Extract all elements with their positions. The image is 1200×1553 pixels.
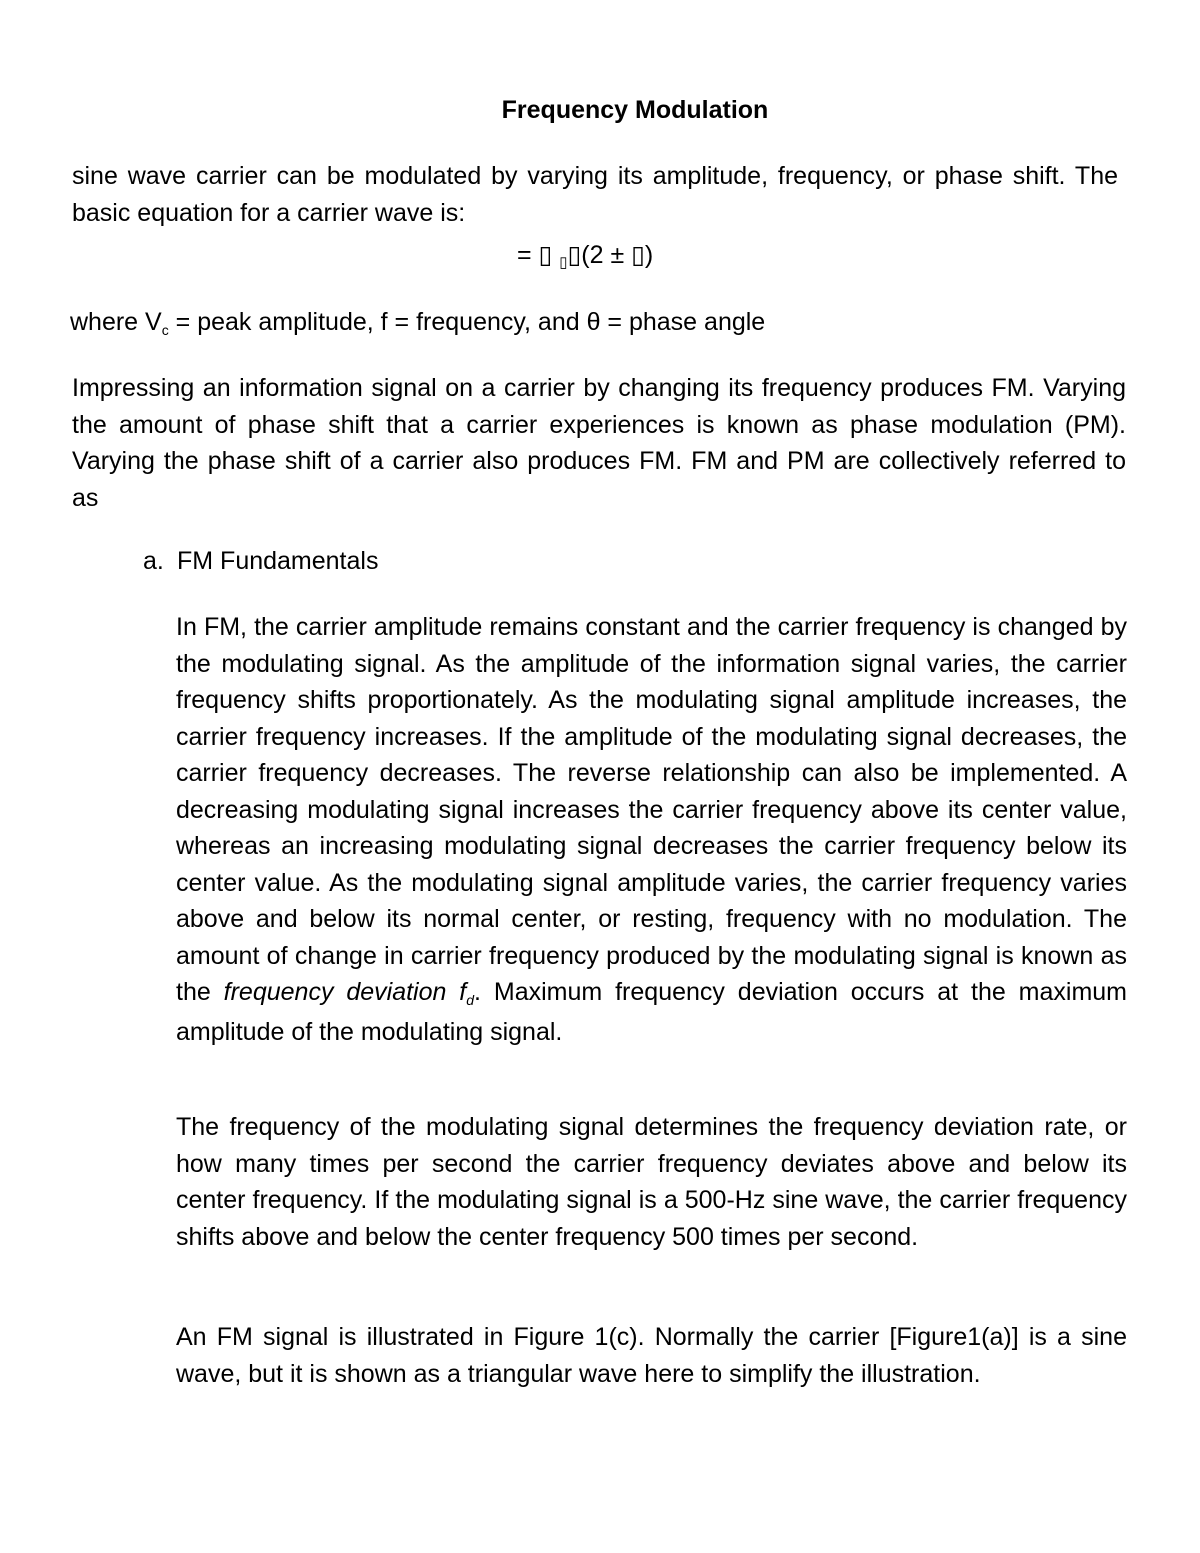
paragraph-1-end: . Maximum frequency deviation occurs at the maximum amplitude of the modulating signal. bbox=[176, 978, 1128, 1046]
paragraph-1-main: In FM, the carrier amplitude remains constant and the carrier frequency is changed by the modulating signal. As the amplitude of the information signal varies, the carrier frequency shifts proportionately. As the modulating signal amplitude increases, the carrier frequency increases. If the amplitude of the modulating signal decreases, the carrier frequency decreases. The reverse relationship can also be implemented. A decreasing modulating signal increases the carrier frequency above its center value, whereas an increasing modulating signal decreases the carrier frequency below its center value. As the modulating signal amplitude varies, the carrier frequency varies above and below its normal center, or resting, frequency with no modulation. The amount of change in carrier frequency produced by the modulating signal is known as the bbox=[176, 613, 1127, 1006]
fm-fundamentals-paragraph-1 bbox=[176, 609, 1127, 1050]
section-heading-text: FM Fundamentals bbox=[177, 547, 379, 575]
equation-subscript-glyph: ▯ bbox=[559, 254, 568, 271]
term-subscript: d bbox=[466, 992, 475, 1008]
where-definitions bbox=[70, 304, 1120, 344]
where-subscript: c bbox=[161, 322, 169, 338]
frequency-deviation-term bbox=[224, 978, 474, 1006]
impressing-paragraph: Impressing an information signal on a carrier by changing its frequency produces FM. Varying the amount of phase shift that a carrier experiences is known as phase modulation (PM). Varying the phase shift of a carrier also produces FM. FM and PM are collectively referred to as bbox=[72, 374, 1126, 512]
equation-part-1: = ▯ bbox=[517, 241, 560, 269]
fm-fundamentals-paragraph-2: The frequency of the modulating signal determines the frequency deviation rate, or how many times per second the carrier frequency deviates above and below its center frequency. If the modulating signal is a 500-Hz sine wave, the carrier frequency shifts above and below the center frequency 500 times per second. bbox=[176, 1113, 1127, 1251]
carrier-wave-equation bbox=[517, 237, 757, 277]
term-text: frequency deviation f bbox=[223, 978, 467, 1006]
where-rest: = peak amplitude, f = frequency, and θ = phase angle bbox=[168, 308, 766, 336]
equation-part-2: ▯(2 ± ▯) bbox=[567, 241, 654, 269]
list-marker: a. bbox=[143, 547, 164, 575]
where-prefix: where V bbox=[70, 308, 162, 336]
section-heading-fm-fundamentals bbox=[143, 543, 378, 580]
fm-fundamentals-paragraph-3: An FM signal is illustrated in Figure 1(c). Normally the carrier [Figure1(a)] is a sine wave, but it is shown as a triangular wave here to simplify the illustration. bbox=[176, 1323, 1127, 1388]
page-title: Frequency Modulation bbox=[501, 96, 769, 124]
intro-paragraph: sine wave carrier can be modulated by varying its amplitude, frequency, or phase shift. The basic equation for a carrier wave is: bbox=[72, 162, 1118, 227]
